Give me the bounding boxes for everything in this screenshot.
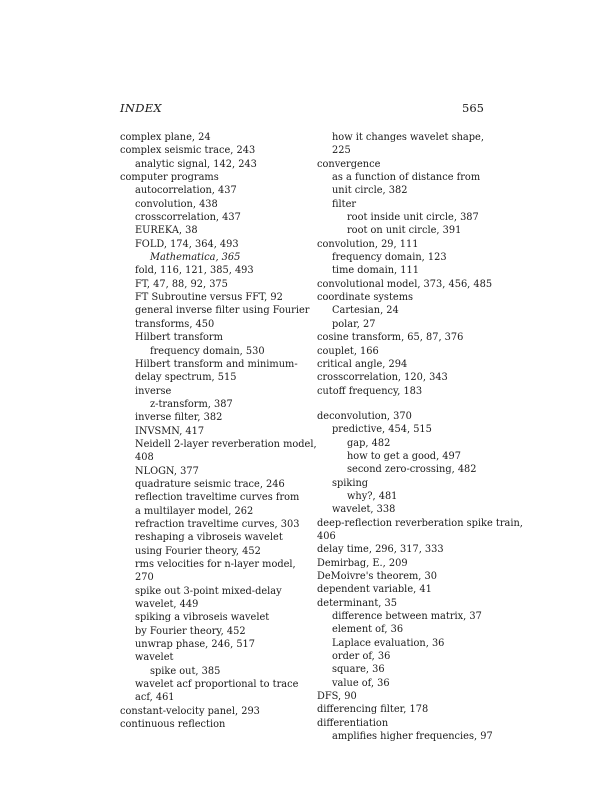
index-column-right [317,131,523,743]
index-subentry: spike out, 385 [150,665,221,677]
index-entry: deconvolution, 370 [317,410,412,422]
index-subentry: amplifies higher frequencies, 97 [332,731,493,743]
index-subentry: spiking a vibroseis wavelet [135,612,270,624]
index-entry-continuation: a multilayer model, 262 [135,505,254,517]
index-subentry: spike out 3-point mixed-delay [135,585,282,597]
index-entry: convolution, 29, 111 [317,238,419,250]
index-subentry: root on unit circle, 391 [347,225,462,237]
index-subentry: crosscorrelation, 437 [135,212,241,224]
index-subentry: Cartesian, 24 [332,305,399,317]
index-subentry: root inside unit circle, 387 [347,212,479,224]
letter-group-gap [317,398,517,410]
index-subentry: autocorrelation, 437 [135,185,237,197]
index-entry-continuation: 408 [135,452,154,464]
index-entry: delay time, 296, 317, 333 [317,544,444,556]
running-header-title: INDEX [120,101,162,115]
index-subentry: z-transform, 387 [150,398,233,410]
index-subentry: why?, 481 [347,490,398,502]
index-entry: Demirbag, E., 209 [317,557,408,569]
index-entry-continuation: acf, 461 [135,692,175,704]
index-entry-continuation: 270 [135,572,154,584]
index-subentry: reshaping a vibroseis wavelet [135,532,283,544]
index-subentry: analytic signal, 142, 243 [135,158,257,170]
index-subentry: rms velocities for n-layer model, [135,559,296,570]
index-subentry: second zero-crossing, 482 [347,464,477,476]
index-subentry: gap, 482 [347,437,391,449]
index-subentry: how to get a good, 497 [347,450,461,462]
index-subentry: element of, 36 [332,624,404,636]
index-entry: cosine transform, 65, 87, 376 [317,332,464,344]
index-subentry: polar, 27 [332,318,376,330]
index-subentry: EUREKA, 38 [135,225,198,237]
index-entry: continuous reflection [120,719,226,731]
index-subentry: spiking [332,477,369,489]
index-subentry: frequency domain, 530 [150,345,265,357]
index-entry: complex seismic trace, 243 [120,145,256,157]
index-entry: complex plane, 24 [120,132,211,143]
index-subentry: predictive, 454, 515 [332,424,432,436]
index-subentry: wavelet, 338 [332,504,396,516]
index-entry: determinant, 35 [317,597,398,609]
index-subentry: value of, 36 [332,677,390,689]
index-subentry: Neidell 2-layer reverberation model, [135,438,317,450]
index-subentry: how it changes wavelet shape, [332,132,484,143]
index-entry: DFS, 90 [317,691,357,703]
index-subentry: order of, 36 [332,651,391,663]
index-entry: critical angle, 294 [317,358,408,370]
index-entry: convolutional model, 373, 456, 485 [317,278,493,290]
index-subentry: inverse [135,385,172,397]
index-entry: differencing filter, 178 [317,704,429,716]
index-subentry: square, 36 [332,664,385,676]
index-entry: crosscorrelation, 120, 343 [317,372,448,384]
index-entry-continuation: 225 [332,145,351,157]
index-entry: dependent variable, 41 [317,584,432,596]
index-subentry: FT, 47, 88, 92, 375 [135,278,228,290]
index-entry: constant-velocity panel, 293 [120,705,260,717]
page-number: 565 [462,101,484,115]
index-subentry: reflection traveltime curves from [135,492,300,504]
index-column-left [120,131,348,731]
index-entry-continuation: using Fourier theory, 452 [135,545,261,557]
index-subentry: frequency domain, 123 [332,252,447,264]
index-subentry: refraction traveltime curves, 303 [135,518,300,530]
index-entry: couplet, 166 [317,345,379,357]
index-subentry: inverse filter, 382 [135,412,223,424]
index-entry: differentiation [317,717,389,729]
index-subentry: fold, 116, 121, 385, 493 [135,265,254,277]
index-entry-continuation: unit circle, 382 [332,185,408,197]
index-entry: computer programs [120,172,219,184]
index-subentry: filter [332,198,357,210]
index-entry-continuation: 406 [317,530,336,542]
index-entry-continuation: by Fourier theory, 452 [135,625,246,637]
index-entry: DeMoivre's theorem, 30 [317,571,437,582]
index-entry: cutoff frequency, 183 [317,385,423,397]
index-subentry: NLOGN, 377 [135,465,199,477]
index-subentry: FOLD, 174, 364, 493 [135,238,239,250]
index-entry-continuation: transforms, 450 [135,318,215,330]
index-subentry: Mathematica, 365 [150,252,241,264]
index-subentry: unwrap phase, 246, 517 [135,639,256,651]
index-subentry: as a function of distance from [332,172,481,184]
index-entry: coordinate systems [317,292,414,304]
index-entry-continuation: delay spectrum, 515 [135,372,237,384]
index-subentry: INVSMN, 417 [135,425,205,437]
index-subentry: general inverse filter using Fourier [135,305,310,317]
index-entry: convergence [317,158,381,170]
index-entry-continuation: wavelet, 449 [135,599,199,611]
index-subentry: wavelet acf proportional to trace [135,679,299,691]
index-subentry: Hilbert transform [135,332,223,344]
index-subentry: quadrature seismic trace, 246 [135,478,285,490]
index-subentry: wavelet [135,652,174,664]
index-subentry: convolution, 438 [135,198,218,210]
index-subentry: difference between matrix, 37 [332,611,482,623]
index-entry: deep-reflection reverberation spike train, [317,517,523,529]
index-subentry: Hilbert transform and minimum- [135,358,298,370]
index-subentry: time domain, 111 [332,265,419,277]
index-subentry: FT Subroutine versus FFT, 92 [135,292,283,304]
index-subentry: Laplace evaluation, 36 [332,637,445,649]
